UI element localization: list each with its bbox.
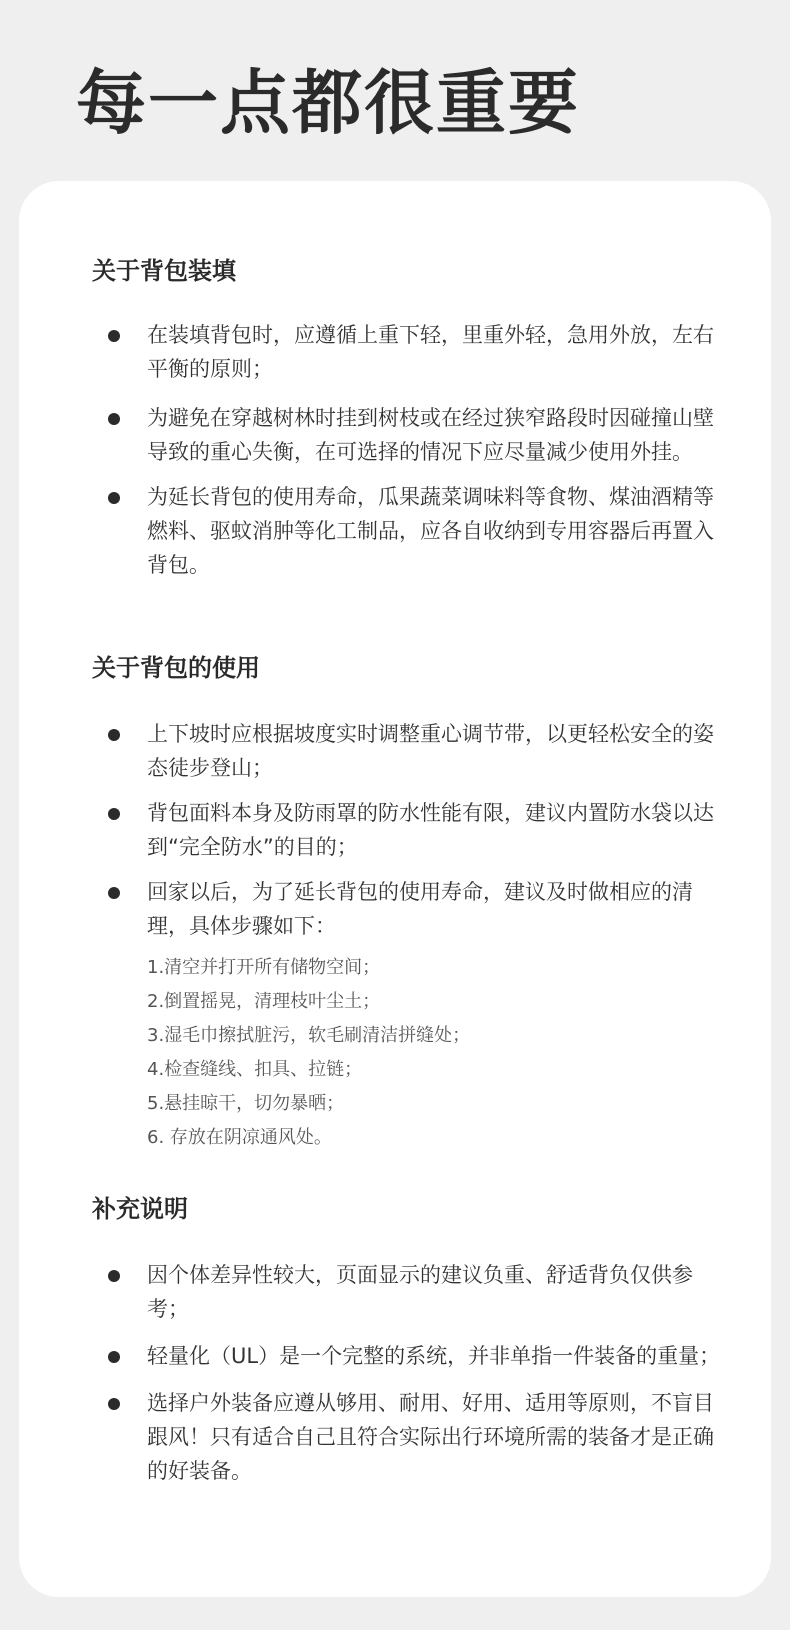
list-item	[92, 480, 732, 582]
section-packing	[92, 255, 732, 582]
step-item: 5.悬挂晾干，切勿暴晒；	[147, 1093, 345, 1114]
content-card	[19, 181, 771, 1597]
list-item	[92, 401, 732, 469]
step-item: 1.清空并打开所有储物空间；	[147, 957, 381, 978]
bullet-dot-icon	[108, 1270, 120, 1282]
step-item: 3.湿毛巾擦拭脏污，软毛刷清洁拼缝处；	[147, 1025, 471, 1046]
list-item-text: 回家以后，为了延长背包的使用寿命，建议及时做相应的清理，具体步骤如下：	[147, 880, 693, 938]
list-item	[92, 796, 732, 864]
step-item: 2.倒置摇晃，清理枝叶尘土；	[147, 991, 381, 1012]
list-item-text: 轻量化（UL）是一个完整的系统，并非单指一件装备的重量；	[147, 1344, 721, 1368]
bullet-dot-icon	[108, 729, 120, 741]
list-item-text: 选择户外装备应遵从够用、耐用、好用、适用等原则，不盲目跟风！只有适合自己且符合实际出行环境所需的装备才是正确的好装备。	[147, 1391, 714, 1483]
list-item	[92, 1386, 732, 1488]
cleaning-steps	[92, 951, 732, 1155]
list-item-text: 为延长背包的使用寿命，瓜果蔬菜调味料等食物、煤油酒精等燃料、驱蚊消肿等化工制品，应各自收纳到专用容器后再置入背包。	[147, 485, 714, 577]
list-item-text: 为避免在穿越树林时挂到树枝或在经过狭窄路段时因碰撞山壁导致的重心失衡，在可选择的情况下应尽量减少使用外挂。	[147, 406, 714, 464]
bullet-list	[92, 318, 732, 582]
list-item	[92, 717, 732, 785]
list-item	[92, 1339, 732, 1373]
section-usage	[92, 652, 732, 1155]
list-item	[92, 1258, 732, 1326]
list-item	[92, 318, 732, 386]
bullet-list	[92, 1258, 732, 1488]
step-item: 6. 存放在阴凉通风处。	[147, 1127, 332, 1148]
list-item-text: 上下坡时应根据坡度实时调整重心调节带，以更轻松安全的姿态徒步登山；	[147, 722, 714, 780]
page-title: 每一点都很重要	[76, 62, 580, 144]
section-title: 补充说明	[92, 1195, 188, 1223]
bullet-dot-icon	[108, 1398, 120, 1410]
list-item-text: 因个体差异性较大，页面显示的建议负重、舒适背负仅供参考；	[147, 1263, 693, 1321]
section-notes	[92, 1193, 732, 1488]
list-item-text: 在装填背包时，应遵循上重下轻，里重外轻，急用外放，左右平衡的原则；	[147, 323, 714, 381]
bullet-dot-icon	[108, 413, 120, 425]
bullet-dot-icon	[108, 887, 120, 899]
bullet-dot-icon	[108, 492, 120, 504]
list-item-text: 背包面料本身及防雨罩的防水性能有限，建议内置防水袋以达到“完全防水”的目的；	[147, 801, 714, 859]
section-title: 关于背包的使用	[92, 654, 260, 682]
bullet-dot-icon	[108, 808, 120, 820]
bullet-dot-icon	[108, 330, 120, 342]
step-item: 4.检查缝线、扣具、拉链；	[147, 1059, 363, 1080]
bullet-list	[92, 717, 732, 943]
section-title: 关于背包装填	[92, 257, 236, 285]
list-item	[92, 875, 732, 943]
bullet-dot-icon	[108, 1351, 120, 1363]
